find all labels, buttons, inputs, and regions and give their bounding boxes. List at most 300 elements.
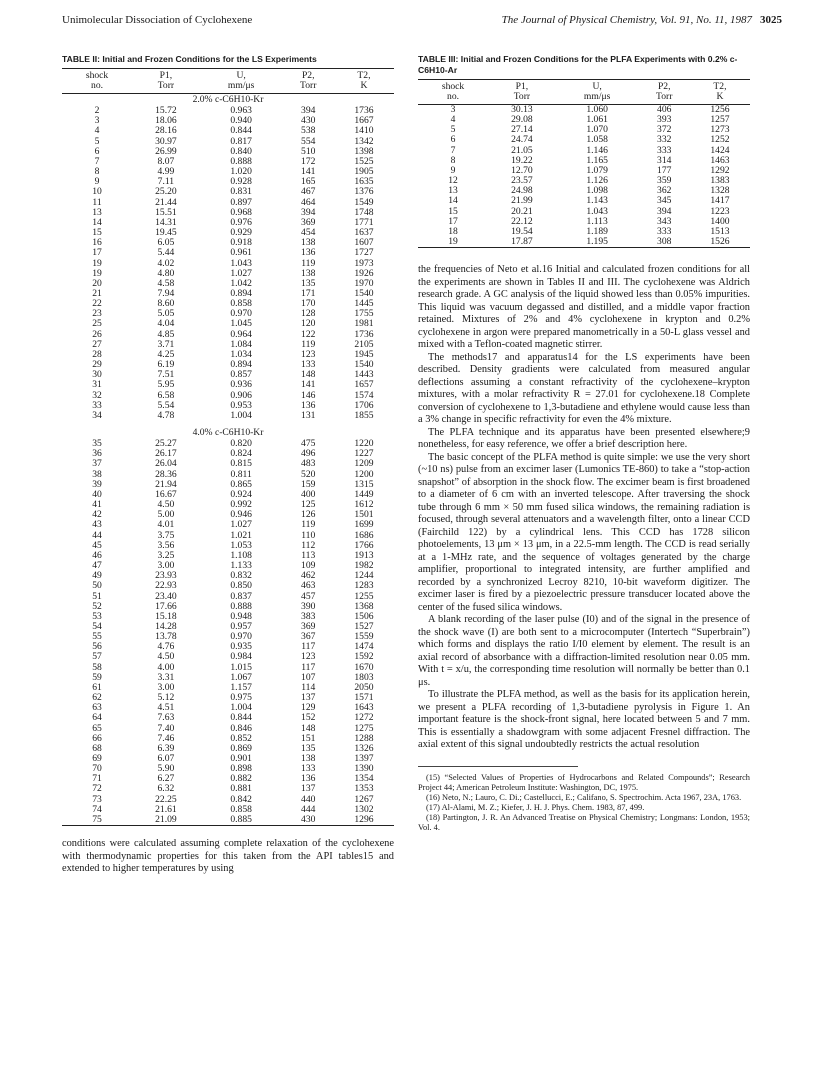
table-cell: 1.043 [586,205,608,217]
table2-header-cell: K [334,81,394,94]
table-cell: 0.840 [230,145,252,157]
table-cell: 6.32 [157,783,175,795]
table-cell: 35 [92,438,102,450]
table-cell: 7.40 [157,722,175,734]
table-cell: 26.17 [155,448,177,460]
table-cell: 25.27 [155,438,177,450]
table-cell: 171 [301,287,316,299]
table-cell: 1.043 [230,257,252,269]
table-cell: 21.09 [155,813,177,825]
table-cell: 6 [450,134,456,146]
table-cell: 110 [301,529,316,541]
table-cell: 4.50 [157,499,175,511]
table-cell: 0.842 [230,793,252,805]
table-cell: 7 [450,144,456,156]
table-cell: 1525 [354,155,374,167]
table-cell: 5 [94,135,100,147]
table-cell: 538 [301,125,316,137]
table-cell: 29.08 [511,114,533,126]
table-cell: 41 [92,499,102,511]
table-row [62,147,394,157]
table-row [418,135,750,145]
table-cell: 1.113 [586,215,608,227]
table-cell: 55 [92,631,102,643]
table-cell: 1755 [354,308,374,320]
table-row [62,279,394,289]
table-cell: 34 [92,409,102,421]
table-cell: 1.045 [230,318,252,330]
table-cell: 117 [301,661,316,673]
table-cell: 1449 [354,488,374,500]
table2-header-cell: T2, [357,70,371,81]
table-cell: 430 [301,115,316,127]
table-cell: 464 [301,196,316,208]
table-cell: 19 [92,257,102,269]
table-cell: 0.820 [230,438,252,450]
table-cell: 25 [92,318,102,330]
table-cell: 1296 [354,813,374,825]
footnote: (18) Partington, J. R. An Advanced Treatise on Physical Chemistry; Longmans: London, 1953; Vol. 4. [418,812,750,832]
table2-header-cell: no. [62,81,132,94]
table-cell: 6.07 [157,753,175,764]
table2 [62,68,394,826]
table-cell: 148 [301,369,316,381]
header-journal [502,14,782,26]
table-cell: 1.004 [230,702,252,714]
table-cell: 39 [92,478,102,490]
table-cell: 520 [301,468,316,480]
table-cell: 1302 [354,803,374,815]
table-row [62,370,394,380]
table-cell: 138 [301,237,316,249]
table-cell: 5.05 [157,308,175,320]
table-cell: 394 [301,206,316,218]
table-cell: 0.846 [230,722,252,734]
table-cell: 0.929 [230,227,252,239]
table-cell: 72 [92,783,102,795]
footnote: (16) Neto, N.; Lauro, C. Di.; Castellucci, E.; Califano, S. Spectrochim. Acta 1967, 23A, 1763. [426,792,742,802]
table-cell: 0.970 [230,308,252,320]
table-cell: 1275 [354,722,374,734]
table-row [62,592,394,602]
table-cell: 1.079 [586,164,608,176]
table-cell: 1410 [354,125,374,137]
table-cell: 333 [657,225,672,237]
table-row [62,157,394,167]
table-cell: 5.44 [157,247,175,259]
right-body-text [418,264,750,752]
table-cell: 0.832 [230,570,252,582]
table-cell: 3.56 [157,539,175,551]
table-row [62,673,394,683]
table-cell: 45 [92,539,102,551]
table-cell: 4.25 [157,348,175,360]
table-cell: 1209 [354,458,374,470]
table-cell: 1.084 [230,338,252,350]
table-cell: 151 [301,732,316,744]
table-row [418,186,750,196]
table-cell: 66 [92,732,102,744]
table-row [62,350,394,360]
table-row [62,734,394,744]
table3-caption: TABLE III: Initial and Frozen Conditions for the PLFA Experiments with 0.2% c-C6H10-Ar [418,54,738,75]
table2-header-cell: P1, [159,70,173,81]
table-row [418,156,750,166]
table-cell: 8 [450,154,456,166]
table-row [418,125,750,135]
table-cell: 25.20 [155,186,177,198]
table-row [62,449,394,459]
table-cell: 1.098 [586,185,608,197]
table-row [418,237,750,248]
table-cell: 57 [92,651,102,663]
table-cell: 0.858 [230,298,252,310]
table-row [62,764,394,774]
table-cell: 0.976 [230,216,252,228]
table-cell: 21.61 [155,803,177,815]
table-cell: 0.964 [230,328,252,340]
table-cell: 14.28 [155,620,177,632]
table-cell: 21.44 [155,196,177,208]
table3-header-cell: P2, [657,81,671,92]
table-cell: 1982 [354,560,374,572]
table-cell: 4.04 [157,318,175,330]
table-cell: 1526 [710,236,730,248]
table-cell: 1736 [354,105,374,117]
table-cell: 0.928 [230,176,252,188]
table-row [62,289,394,299]
table2-header-cell: Torr [283,81,334,94]
table-cell: 56 [92,641,102,653]
table-row [62,137,394,147]
table-cell: 69 [92,753,102,764]
table-cell: 332 [657,134,672,146]
table-cell: 1.020 [230,166,252,178]
table-cell: 1574 [354,389,374,401]
table-cell: 1273 [710,124,730,136]
table-cell: 15.18 [155,610,177,622]
table-row [62,703,394,713]
table-cell: 1417 [710,195,730,207]
table-cell: 0.992 [230,499,252,511]
table-cell: 0.844 [230,712,252,724]
left-column [62,54,394,876]
body-paragraph: The PLFA technique and its apparatus have been presented elsewhere;9 nonetheless, for easy reference, we offer a brief description here. [418,426,750,451]
table-cell: 369 [301,620,316,632]
table-row [418,196,750,206]
table-cell: 37 [92,458,102,470]
table-cell: 1.165 [586,154,608,166]
table-cell: 28.36 [155,468,177,480]
table-cell: 152 [301,712,316,724]
table-cell: 24.74 [511,134,533,146]
table-cell: 4.58 [157,277,175,289]
table-cell: 0.946 [230,509,252,521]
table-cell: 109 [301,560,316,572]
table-cell: 23.57 [511,175,533,187]
table-cell: 8.60 [157,298,175,310]
table-cell: 1.021 [230,529,252,541]
table-cell: 0.953 [230,399,252,411]
table-cell: 3.25 [157,549,175,561]
table-row [62,319,394,329]
table-cell: 454 [301,227,316,239]
table-cell: 1905 [354,166,374,178]
table-cell: 135 [301,277,316,289]
table-cell: 462 [301,570,316,582]
table-cell: 18.06 [155,115,177,127]
table-row [62,632,394,642]
table-cell: 4.00 [157,661,175,673]
table-cell: 0.961 [230,247,252,259]
table-row [62,561,394,571]
left-paragraph: conditions were calculated assuming complete relaxation of the cyclohexene with thermodynamic properties for this taken from the API tables15 and extended to higher temperatures by using [62,838,394,875]
table-row [62,642,394,652]
table-row [62,238,394,248]
table-cell: 3.00 [157,681,175,693]
running-header [62,14,782,30]
table-cell: 0.831 [230,186,252,198]
table-cell: 107 [301,671,316,683]
table-cell: 343 [657,215,672,227]
table-cell: 1244 [354,570,374,582]
table-cell: 1227 [354,448,374,460]
table-cell: 345 [657,195,672,207]
table-cell: 0.924 [230,488,252,500]
table-row [62,815,394,826]
table3-header-cell: Torr [639,92,690,105]
table3-header-cell: U, [592,81,602,92]
table-row [62,805,394,815]
table-cell: 1272 [354,712,374,724]
table-cell: 1736 [354,328,374,340]
table-cell: 7.11 [157,176,175,188]
table-cell: 113 [301,549,316,561]
table-cell: 0.936 [230,379,252,391]
table-cell: 15 [448,205,458,217]
table-cell: 3.00 [157,560,175,572]
table-cell: 372 [657,124,672,136]
table-cell: 3 [94,115,100,127]
table-cell: 1549 [354,196,374,208]
table-cell: 73 [92,793,102,805]
table-cell: 126 [301,509,316,521]
table3-header-cell: shock [441,81,465,92]
table-cell: 1670 [354,661,374,673]
table3-header-row-2 [418,92,750,105]
table-cell: 27.14 [511,124,533,136]
table-cell: 49 [92,570,102,582]
table-cell: 1945 [354,348,374,360]
table-cell: 308 [657,236,672,248]
table-cell: 0.869 [230,742,252,754]
footnotes [418,773,750,833]
table-cell: 1970 [354,277,374,289]
table-cell: 30 [92,369,102,381]
table-cell: 7.46 [157,732,175,744]
table-cell: 70 [92,763,102,775]
table-cell: 136 [301,773,316,785]
table-cell: 14 [448,195,458,207]
table-cell: 13 [448,185,458,197]
body-paragraph: The methods17 and apparatus14 for the LS experiments have been described. Density gradients were calculated from measured angular deflections assuming a constant refractivity of the cyclohexene–krypton mixtures, with a molar refractivity R = 27.01 for cyclohexene.18 Complete conversion of cyclohexene to 1,3-butadiene and ethylene would cause less than a 3% change in specific refractivity for even the 4% mixture. [418,351,750,426]
table-cell: 8 [94,166,100,178]
table-cell: 10 [92,186,102,198]
table-cell: 112 [301,539,316,551]
table-cell: 1353 [354,783,374,795]
table-cell: 1686 [354,529,374,541]
table-cell: 1766 [354,539,374,551]
table-cell: 0.857 [230,369,252,381]
table-cell: 141 [301,166,316,178]
table-cell: 362 [657,185,672,197]
table3 [418,79,750,248]
table-row [62,218,394,228]
table-cell: 400 [301,488,316,500]
table-cell: 7 [94,155,100,167]
table-cell: 1463 [710,154,730,166]
table-cell: 0.858 [230,803,252,815]
table-cell: 28.16 [155,125,177,137]
table-cell: 1.042 [230,277,252,289]
table-cell: 1283 [354,580,374,592]
table-cell: 12.70 [511,164,533,176]
table-cell: 1.027 [230,519,252,531]
table-row [418,207,750,217]
table-cell: 3 [450,104,456,115]
table-row [62,106,394,116]
table-cell: 4.51 [157,702,175,714]
table-cell: 141 [301,379,316,391]
table-row [62,198,394,208]
table-row [62,683,394,693]
table-cell: 1256 [710,104,730,115]
table-cell: 22.25 [155,793,177,805]
footnote-divider [418,766,578,767]
table-cell: 40 [92,488,102,500]
table-cell: 24.98 [511,185,533,197]
table-cell: 1527 [354,620,374,632]
table-row [62,581,394,591]
table-cell: 0.852 [230,732,252,744]
table-cell: 1252 [710,134,730,146]
table-row [62,744,394,754]
table-cell: 1635 [354,176,374,188]
table-row [62,391,394,401]
table-cell: 22.93 [155,580,177,592]
table-cell: 131 [301,409,316,421]
body-paragraph: A blank recording of the laser pulse (I0) and of the signal in the presence of the shock wave (I) are both sent to a microcomputer (Intertech “Superbrain”) which forms and displays the ratio I/I0 element by element. The result is an axial record of absorbance with a diffraction-limited resolution near 0.05 mm. With t = x/u, the corresponding time resolution will normally be better than 0.1 μs. [418,614,750,688]
table-cell: 1559 [354,631,374,643]
table-cell: 6 [94,145,100,157]
table-cell: 463 [301,580,316,592]
table-cell: 5.54 [157,399,175,411]
table-cell: 7.63 [157,712,175,724]
table-cell: 20 [92,277,102,289]
table-row [62,340,394,350]
table-cell: 0.811 [230,468,252,480]
table-cell: 457 [301,590,316,602]
table-cell: 12 [448,175,458,187]
body-paragraph: The basic concept of the PLFA method is quite simple: we use the very short (~10 ns) pulse from an excimer laser (Lumonics TE-860) to take a “stop-action snapshot” of absorption in the shock flow. The excimer beam is first broadened to a diameter of 6 cm with an inverted telescope. After traversing the shock tube through 6 mm × 50 mm fused silica windows, the remaining radiation is focused, through several attenuators and a wavelength filter, onto a linear CCD (Fairchild 122) by a cylindrical lens. This CCD has 1728 silicon photoelements, 13 μm × 13 μm, in a 22.5-mm length. The CCD is read serially at a 1-MHz rate, and the sequence of voltages generated by the charge amplifier, proportional to integrated intensity, are further amplified and recorded by a synchronized Lecroy 8210, 10-bit waveform digitizer. The excimer laser is fired by a piezoelectric pressure transducer located above the center of the fused silica windows. [418,451,750,613]
table-row [62,470,394,480]
table-row [62,411,394,421]
table-cell: 510 [301,145,316,157]
table-cell: 9 [450,164,456,176]
table2-header-cell: P2, [301,70,315,81]
table-cell: 394 [301,105,316,117]
table-cell: 1200 [354,468,374,480]
table-cell: 5 [450,124,456,136]
table-cell: 4 [94,125,100,137]
table-cell: 11 [92,196,102,208]
table-cell: 1.053 [230,539,252,551]
table-cell: 0.901 [230,753,252,764]
table-cell: 19 [448,236,458,248]
table-cell: 0.894 [230,359,252,371]
table-cell: 0.850 [230,580,252,592]
table-cell: 0.817 [230,135,252,147]
footnote: (17) Al-Alami, M. Z.; Kiefer, J. H. J. Phys. Chem. 1983, 87, 499. [426,802,645,812]
table-cell: 9 [94,176,100,188]
table-cell: 0.957 [230,620,252,632]
table-cell: 0.918 [230,237,252,249]
table-cell: 52 [92,600,102,612]
table-row [62,510,394,520]
table-cell: 1400 [710,215,730,227]
table-cell: 383 [301,610,316,622]
table-cell: 19 [92,267,102,279]
table-cell: 1592 [354,651,374,663]
table-cell: 3.75 [157,529,175,541]
table-row [62,652,394,662]
body-paragraph: To illustrate the PLFA method, as well as the basis for its application herein, we present a PLFA recording of 1,3-butadiene pyrolysis in Figure 1. An important feature is the shock-front signal, here located between 5 and 7 mm. This is essentially a shadowgram with some adjacent Fresnel diffraction. The axial extent of this signal undoubtedly restricts the actual resolution [418,689,750,751]
table-row [62,490,394,500]
table-row [62,439,394,449]
table-cell: 5.12 [157,692,175,704]
table-cell: 30.13 [511,104,533,115]
table-cell: 50 [92,580,102,592]
table-cell: 1.058 [586,134,608,146]
table-row [62,795,394,805]
table-cell: 0.935 [230,641,252,653]
table-cell: 0.865 [230,478,252,490]
table-cell: 393 [657,114,672,126]
table-cell: 1.189 [586,225,608,237]
table-cell: 0.881 [230,783,252,795]
table-cell: 16 [92,237,102,249]
table-cell: 1667 [354,115,374,127]
table-cell: 3.71 [157,338,175,350]
table-cell: 159 [301,478,316,490]
table-cell: 5.90 [157,763,175,775]
table-cell: 123 [301,348,316,360]
table-cell: 1.027 [230,267,252,279]
table-cell: 17 [92,247,102,259]
table-row [62,360,394,370]
table-cell: 467 [301,186,316,198]
table-cell: 46 [92,549,102,561]
table-cell: 43 [92,519,102,531]
table-row [62,269,394,279]
table-group-label: 4.0% c-C6H10-Kr [192,427,264,438]
table2-body [62,94,394,826]
table-cell: 114 [301,681,316,693]
table2-header-cell: mm/μs [200,81,283,94]
table-cell: 1354 [354,773,374,785]
table-cell: 1.143 [586,195,608,207]
table-cell: 148 [301,722,316,734]
